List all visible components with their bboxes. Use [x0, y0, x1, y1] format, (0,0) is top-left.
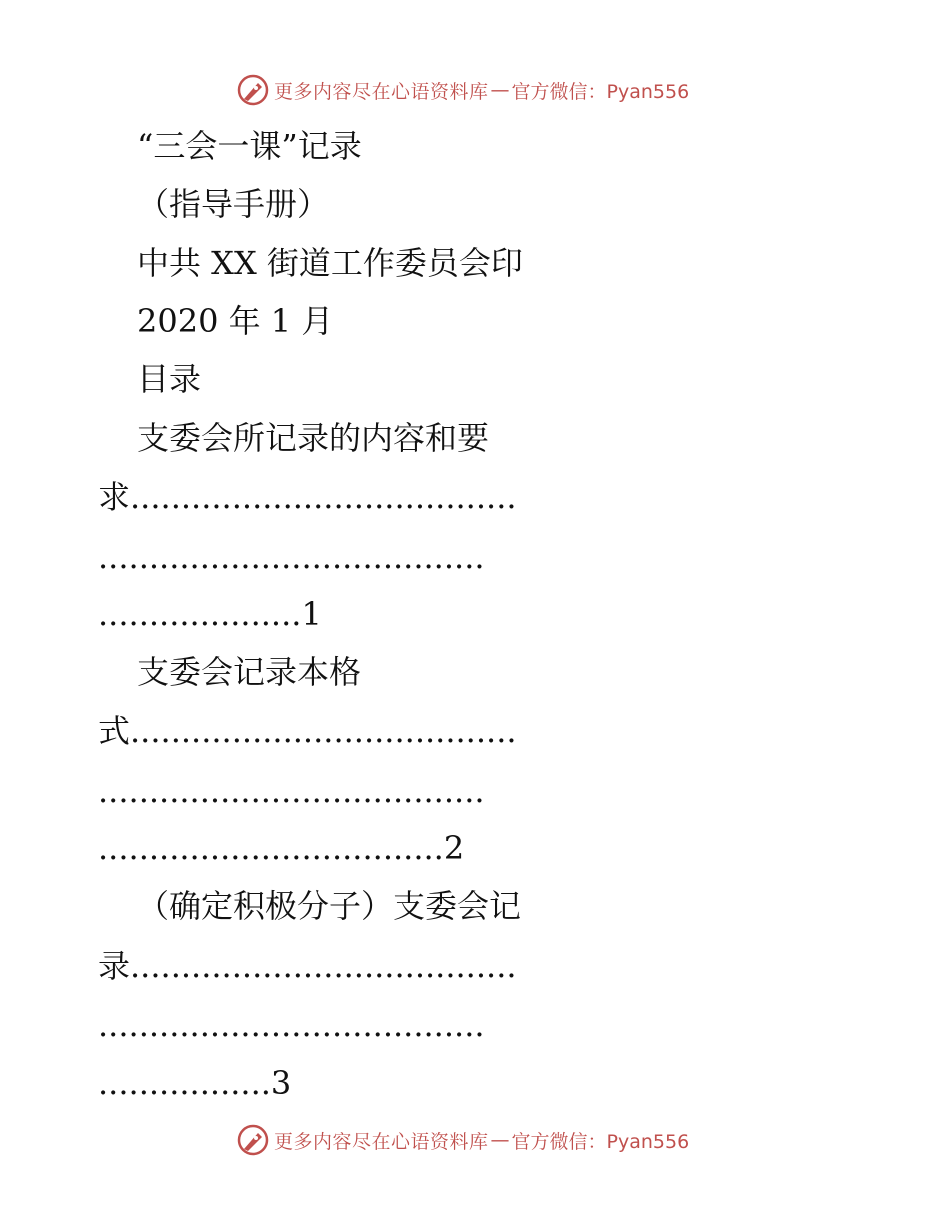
toc-entry-2-line1: 式...................................... [98, 712, 517, 750]
watermark-wechat: 官方微信：Pyan556 [511, 80, 690, 103]
doc-title: “三会一课”记录 [137, 127, 362, 165]
toc-entry-2-line3: ..................................2 [98, 829, 465, 867]
doc-subtitle: （指导手册） [137, 185, 330, 223]
toc-entry-1-line2: ...................................... [98, 538, 485, 576]
toc-entry-3-line2: ...................................... [98, 1006, 485, 1044]
pen-nib-logo-icon [236, 73, 270, 107]
watermark-dash: — [490, 79, 510, 101]
watermark-text: 更多内容尽在心语资料库 [274, 80, 489, 103]
toc-heading: 目录 [137, 360, 202, 398]
toc-entry-2-line2: ...................................... [98, 772, 485, 810]
watermark-dash: — [490, 1129, 510, 1151]
pen-nib-logo-icon [236, 1123, 270, 1157]
watermark-banner-top [236, 70, 756, 110]
doc-date: 2020 年 1 月 [137, 302, 334, 340]
toc-entry-1-line1: 求...................................... [98, 478, 517, 516]
toc-entry-3-title: （确定积极分子）支委会记 [137, 887, 522, 925]
toc-entry-3-line1: 录...................................... [98, 947, 517, 985]
toc-entry-2-title: 支委会记录本格 [137, 653, 362, 691]
toc-entry-1-line3: ....................1 [98, 595, 322, 633]
doc-publisher: 中共 XX 街道工作委员会印 [137, 244, 523, 282]
watermark-banner-bottom [236, 1120, 756, 1160]
watermark-wechat: 官方微信：Pyan556 [511, 1130, 690, 1153]
watermark-text: 更多内容尽在心语资料库 [274, 1130, 489, 1153]
toc-entry-1-title: 支委会所记录的内容和要 [137, 419, 490, 457]
toc-entry-3-line3: .................3 [98, 1064, 292, 1102]
